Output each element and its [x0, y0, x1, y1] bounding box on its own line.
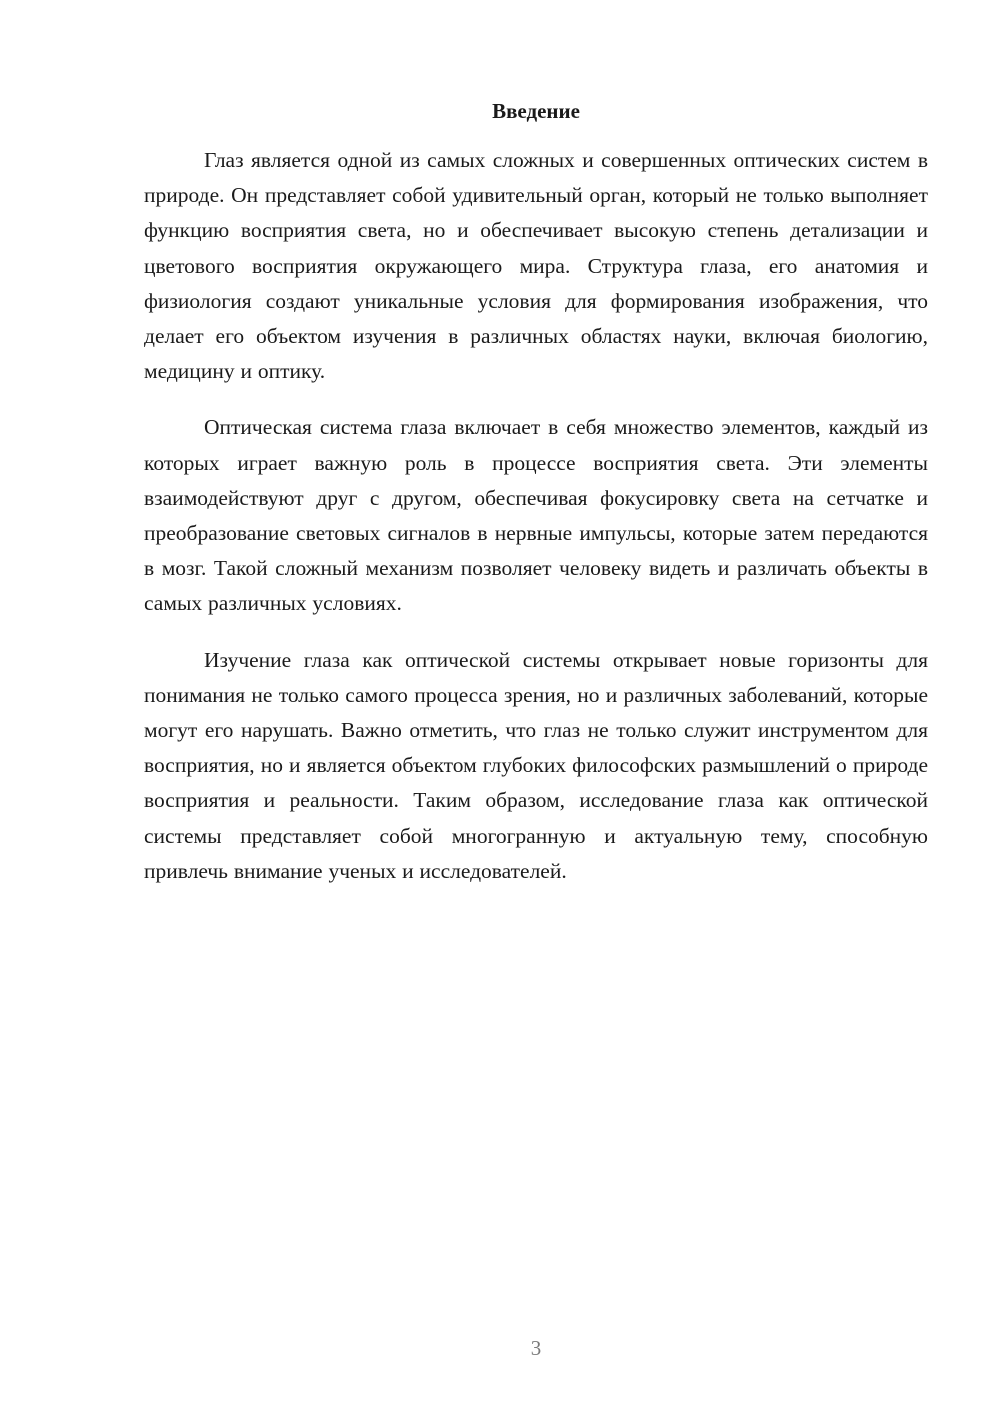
paragraph: Оптическая система глаза включает в себя множество элементов, каждый из которых играет важную роль в процессе восприятия света. Эти элементы взаимодействуют друг с другом, обеспечивая фокусировку света на сетчатке и преобразование световых сигналов в нервные импульсы, которые затем передаются в мозг. Такой сложный механизм позволяет человеку видеть и различать объекты в самых различных условиях. [144, 415, 928, 616]
paragraph: Глаз является одной из самых сложных и совершенных оптических систем в природе. Он представляет собой удивительный орган, который не только выполняет функцию восприятия света, но и обеспечивает высокую степень детализации и цветового восприятия окружающего мира. Структура глаза, его анатомия и физиология создают уникальные условия для формирования изображения, что делает его объектом изучения в различных областях науки, включая биологию, медицину и оптику. [144, 148, 928, 384]
paragraph: Изучение глаза как оптической системы открывает новые горизонты для понимания не только самого процесса зрения, но и различных заболеваний, которые могут его нарушать. Важно отметить, что глаз не только служит инструментом для восприятия, но и является объектом глубоких философских размышлений о природе восприятия и реальности. Таким образом, исследование глаза как оптической системы представляет собой многогранную и актуальную тему, способную привлечь внимание ученых и исследователей. [144, 647, 928, 883]
section-heading: Введение [492, 99, 580, 123]
body-text [144, 143, 928, 910]
page-number: 3 [530, 1336, 542, 1360]
